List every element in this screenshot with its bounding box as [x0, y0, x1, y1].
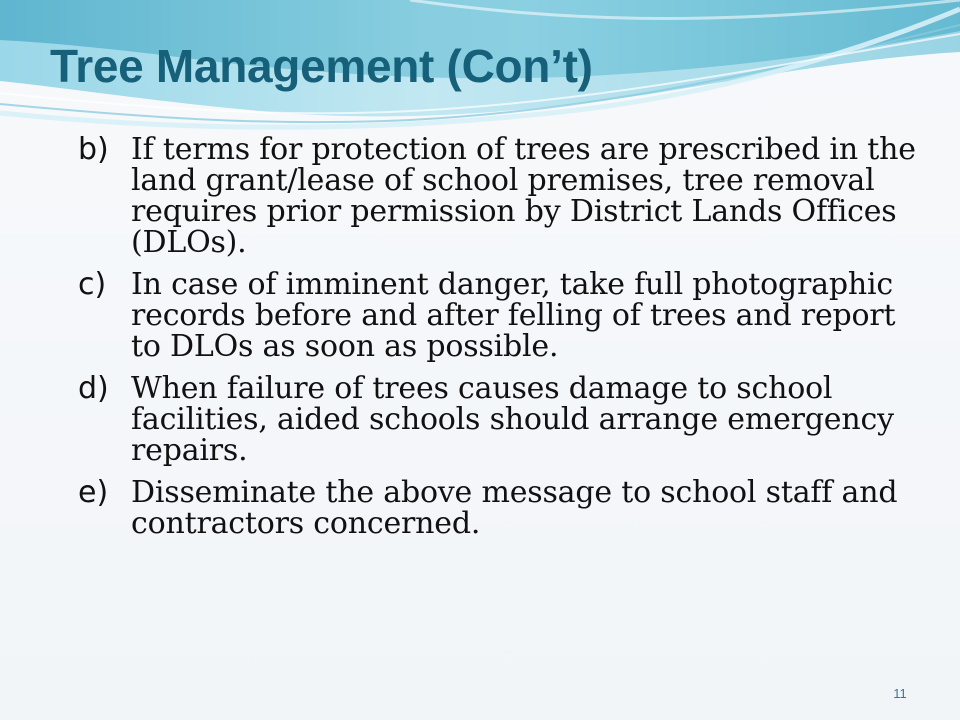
list-item-marker: d) [78, 371, 109, 406]
list-item [78, 477, 918, 539]
list-item-marker: e) [78, 475, 109, 510]
tree-management-list [78, 134, 918, 550]
list-item-marker: c) [78, 267, 107, 302]
list-item [78, 134, 918, 258]
slide-title: Tree Management (Con’t) [50, 40, 593, 92]
list-item-marker: b) [78, 132, 109, 167]
list-item-text: In case of imminent danger, take full photographic records before and after felling of trees and report to DLOs as soon as possible. [131, 267, 896, 364]
list-item [78, 269, 918, 362]
list-item-text: Disseminate the above message to school staff and contractors concerned. [131, 475, 898, 541]
list-item-text: When failure of trees causes damage to school facilities, aided schools should arrange emergency repairs. [131, 371, 894, 468]
list-item-text: If terms for protection of trees are prescribed in the land grant/lease of school premises, tree removal requires prior permission by District Lands Offices (DLOs). [131, 132, 916, 260]
page-number: 11 [893, 686, 907, 701]
list-item [78, 373, 918, 466]
